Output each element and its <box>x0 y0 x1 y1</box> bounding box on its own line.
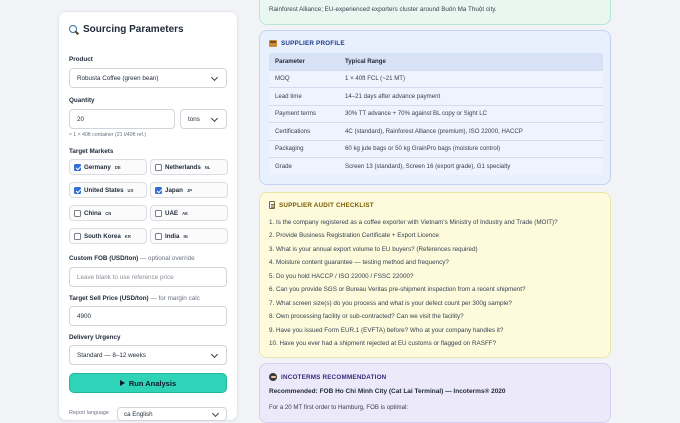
list-item: 3. What is your annual export volume to EU buyers? (References required) <box>269 245 478 253</box>
table-cell: MOQ <box>269 70 339 88</box>
list-item: 6. Can you provide SGS or Bureau Veritas pre-shipment inspection from a recent shipment? <box>269 286 526 294</box>
market-code: AE <box>182 210 188 216</box>
column-header: Typical Range <box>339 53 603 70</box>
fob-label <box>69 255 195 262</box>
chevron-down-icon <box>211 352 219 358</box>
list-item: 9. Have you issued Form EUR.1 (EVFTA) before? Who at your company handles it? <box>269 326 504 334</box>
product-select[interactable] <box>69 68 227 88</box>
supplier-audit-card <box>259 192 611 358</box>
table-row <box>269 88 603 106</box>
market-checkbox-india[interactable] <box>150 228 228 244</box>
sell-price-hint: — for margin calc <box>150 295 200 302</box>
report-language-select[interactable] <box>117 407 227 421</box>
market-name: India <box>165 232 180 240</box>
supplier-profile-card <box>259 30 611 185</box>
audit-list <box>269 216 558 350</box>
market-checkbox-china[interactable] <box>69 205 147 221</box>
table-cell: 14–21 days after advance payment <box>339 88 603 106</box>
sell-price-label-text: Target Sell Price (USD/ton) <box>69 295 149 302</box>
run-analysis-button[interactable] <box>69 373 227 393</box>
table-cell: 4C (standard), Rainforest Alliance (premium), ISO 22000, HACCP <box>339 123 603 141</box>
market-code: JP <box>186 187 193 193</box>
clipboard-icon <box>269 201 275 209</box>
factory-icon <box>269 40 277 47</box>
urgency-select[interactable] <box>69 345 227 365</box>
chevron-down-icon <box>212 411 220 417</box>
list-item: 2. Provide Business Registration Certificate + Export Licence <box>269 232 439 240</box>
checkbox-unchecked-icon <box>74 233 81 240</box>
market-name: Germany <box>84 163 111 171</box>
table-cell: Screen 13 (standard), Screen 16 (export grade), G1 specialty <box>339 158 603 176</box>
incoterms-subtext: For a 20 MT first order to Hamburg, FOB is optimal: <box>269 404 409 411</box>
run-analysis-label: Run Analysis <box>128 378 177 388</box>
custom-fob-placeholder: Leave blank to use reference price <box>77 273 174 281</box>
checkbox-unchecked-icon <box>155 233 162 240</box>
markets-label: Target Markets <box>69 148 114 155</box>
sourcing-parameters-panel <box>58 11 238 421</box>
urgency-label: Delivery Urgency <box>69 334 121 341</box>
checkbox-unchecked-icon <box>155 164 162 171</box>
panel-title-text: Sourcing Parameters <box>83 24 184 35</box>
quantity-input[interactable] <box>69 109 175 129</box>
market-name: South Korea <box>84 232 121 240</box>
chevron-down-icon <box>211 75 219 81</box>
list-item: 7. What screen size(s) do you process and what is your defect count per 300g sample? <box>269 299 512 307</box>
market-code: KR <box>124 233 131 239</box>
market-code: US <box>127 187 134 193</box>
fob-label-text: Custom FOB (USD/ton) <box>69 255 139 262</box>
urgency-select-value: Standard — 8–12 weeks <box>77 351 146 359</box>
checkbox-unchecked-icon <box>74 210 81 217</box>
column-header: Parameter <box>269 53 339 70</box>
table-row <box>269 123 603 141</box>
market-name: Netherlands <box>165 163 201 171</box>
table-cell: Lead time <box>269 88 339 106</box>
table-cell: Packaging <box>269 140 339 158</box>
table-cell: 1 × 40ft FCL (~21 MT) <box>339 70 603 88</box>
market-name: China <box>84 209 102 217</box>
market-name: United States <box>84 186 124 194</box>
market-checkbox-japan[interactable] <box>150 182 228 198</box>
supplier-profile-heading <box>269 40 345 47</box>
table-header-row <box>269 53 603 70</box>
product-select-value: Robusta Coffee (green bean) <box>77 74 159 82</box>
fob-hint: — optional override <box>140 255 195 262</box>
sell-price-label <box>69 295 200 302</box>
market-checkbox-netherlands[interactable] <box>150 159 228 175</box>
table-row <box>269 105 603 123</box>
advisor-icon <box>269 373 277 381</box>
list-item: 8. Own processing facility or sub-contracted? Can we visit the facility? <box>269 313 464 321</box>
table-cell: 60 kg jute bags or 50 kg GrainPro bags (moisture control) <box>339 140 603 158</box>
market-checkbox-germany[interactable] <box>69 159 147 175</box>
market-name: Japan <box>165 186 183 194</box>
table-row <box>269 158 603 176</box>
incoterms-recommendation: Recommended: FOB Ho Chi Minh City (Cat Lai Terminal) — Incoterms® 2020 <box>269 388 506 395</box>
sell-price-input[interactable] <box>69 306 227 326</box>
checkbox-unchecked-icon <box>155 210 162 217</box>
supplier-profile-table <box>269 53 603 175</box>
checkbox-checked-icon <box>74 164 81 171</box>
panel-title <box>69 24 184 35</box>
unit-select[interactable] <box>180 109 227 129</box>
table-row <box>269 70 603 88</box>
table-cell: Payment terms <box>269 105 339 123</box>
list-item: 4. Moisture content guarantee — testing method and frequency? <box>269 259 449 267</box>
quantity-input-value: 20 <box>77 115 85 123</box>
market-checkbox-uae[interactable] <box>150 205 228 221</box>
quantity-label: Quantity <box>69 97 95 104</box>
market-checkbox-united-states[interactable] <box>69 182 147 198</box>
incoterms-card <box>259 363 611 423</box>
list-item: 1. Is the company registered as a coffee exporter with Vietnam's Ministry of Industry and Trade (MOIT)? <box>269 219 558 226</box>
list-item: 5. Do you hold HACCP / ISO 22000 / FSSC 22000? <box>269 272 414 280</box>
table-row <box>269 140 603 158</box>
incoterms-heading <box>269 373 386 381</box>
unit-select-value: tons <box>188 115 200 123</box>
list-item: 10. Have you ever had a shipment rejected at EU customs or flagged on RASFF? <box>269 339 497 347</box>
supplier-profile-title: SUPPLIER PROFILE <box>281 40 345 47</box>
sell-price-value: 4900 <box>77 312 92 320</box>
market-code: DE <box>114 164 121 170</box>
market-code: CN <box>105 210 112 216</box>
table-cell: Grade <box>269 158 339 176</box>
table-cell: 30% TT advance + 70% against BL copy or Sight LC <box>339 105 603 123</box>
chevron-down-icon <box>211 116 219 122</box>
table-cell: Certifications <box>269 123 339 141</box>
report-language-label: Report language <box>69 410 109 416</box>
market-code: IN <box>183 233 188 239</box>
magnifier-icon <box>69 25 79 35</box>
play-icon <box>120 380 125 386</box>
checkbox-checked-icon <box>155 187 162 194</box>
audit-title: SUPPLIER AUDIT CHECKLIST <box>279 201 374 209</box>
market-name: UAE <box>165 209 179 217</box>
market-summary-text: Rainforest Alliance; EU-experienced exporters cluster around Buôn Ma Thuột city. <box>269 6 497 13</box>
product-label: Product <box>69 56 93 63</box>
market-checkbox-south-korea[interactable] <box>69 228 147 244</box>
checkbox-checked-icon <box>74 187 81 194</box>
quantity-note: ≈ 1 × 40ft container (21 t/40ft ref.) <box>69 132 147 138</box>
audit-heading <box>269 201 374 209</box>
custom-fob-input[interactable] <box>69 267 227 287</box>
market-summary-card <box>259 0 611 25</box>
report-language-value: ca English <box>124 410 153 418</box>
market-code: NL <box>204 164 211 170</box>
incoterms-title: INCOTERMS RECOMMENDATION <box>281 373 387 381</box>
